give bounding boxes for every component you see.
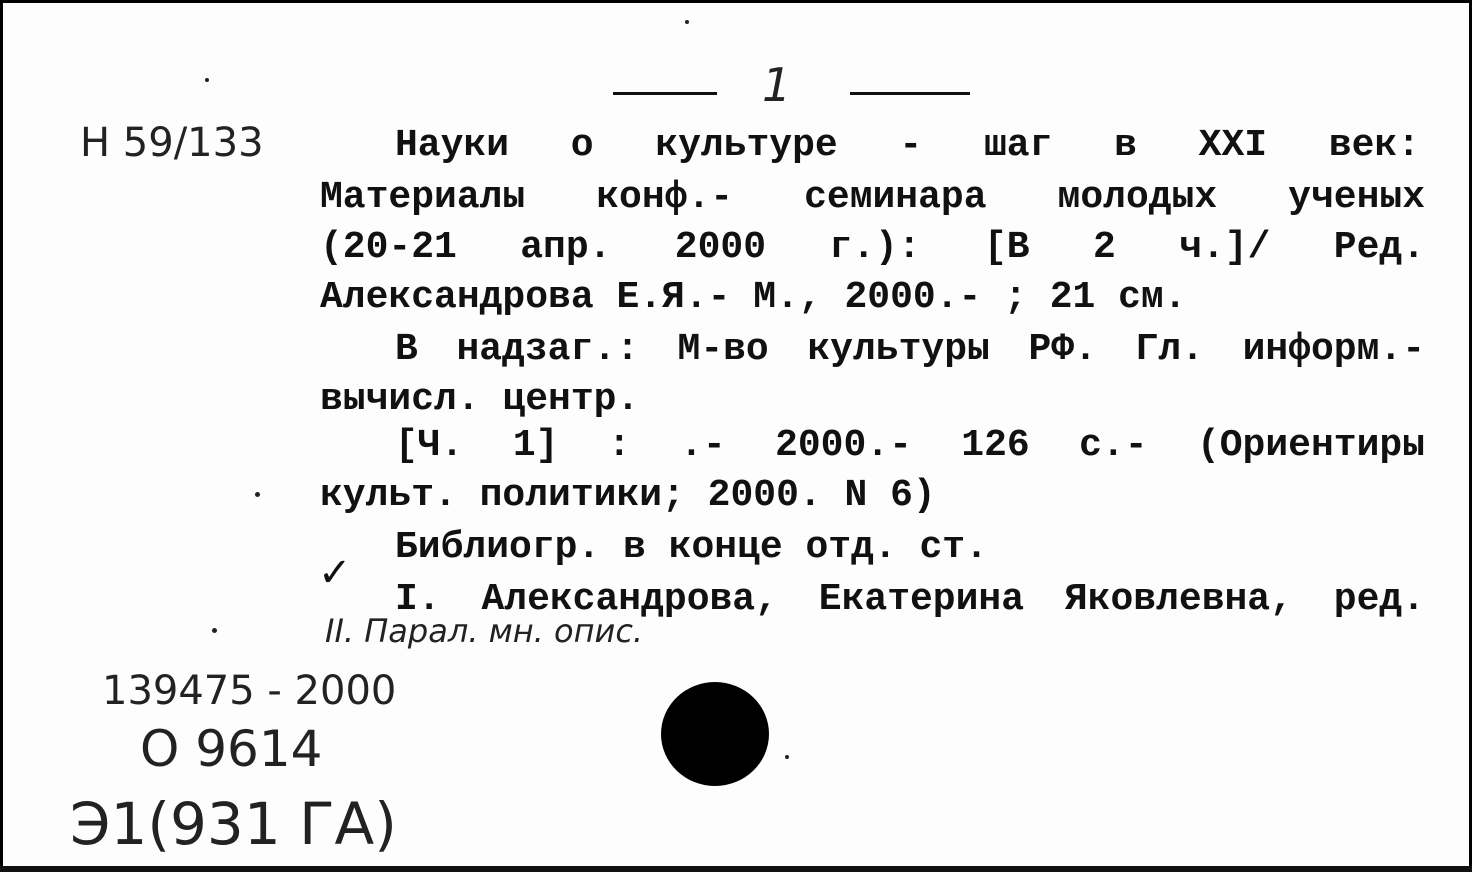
header-dash-right	[850, 92, 970, 95]
speck	[212, 628, 217, 633]
entry-line-3: (20-21 апр. 2000 г.): [В 2 ч.]/ Ред.	[320, 226, 1425, 269]
punch-hole	[661, 682, 769, 786]
entry-line-2: Материалы конф.- семинара молодых ученых	[320, 176, 1425, 219]
classification-code: Э1(931 ГА)	[70, 790, 397, 858]
entry-line-5: В надзаг.: М-во культуры РФ. Гл. информ.-	[395, 328, 1425, 371]
card-bottom-edge	[0, 866, 1472, 872]
speck	[785, 755, 789, 759]
speck	[205, 78, 209, 82]
entry-line-10: I. Александрова, Екатерина Яковлевна, ред.	[395, 578, 1425, 621]
speck	[255, 492, 260, 497]
speck	[685, 20, 689, 24]
storage-code: О 9614	[140, 720, 323, 778]
entry-line-7: [Ч. 1] : .- 2000.- 126 с.- (Ориентиры	[395, 424, 1425, 467]
entry-line-8: культ. политики; 2000. N 6)	[320, 474, 936, 517]
entry-line-4: Александрова Е.Я.- М., 2000.- ; 21 см.	[320, 276, 1187, 319]
shelf-mark: Н 59/133	[80, 120, 264, 166]
accession-number: 139475 - 2000	[102, 668, 397, 714]
card-number: 1	[762, 58, 792, 112]
entry-line-9: Библиогр. в конце отд. ст.	[395, 526, 988, 569]
handwritten-note: II. Парал. мн. опис.	[325, 612, 644, 650]
header-dash-left	[613, 92, 717, 95]
check-mark-icon: ✓	[318, 550, 352, 596]
entry-line-6: вычисл. центр.	[320, 378, 640, 421]
entry-line-1: Науки о культуре - шаг в XXI век:	[395, 124, 1420, 167]
